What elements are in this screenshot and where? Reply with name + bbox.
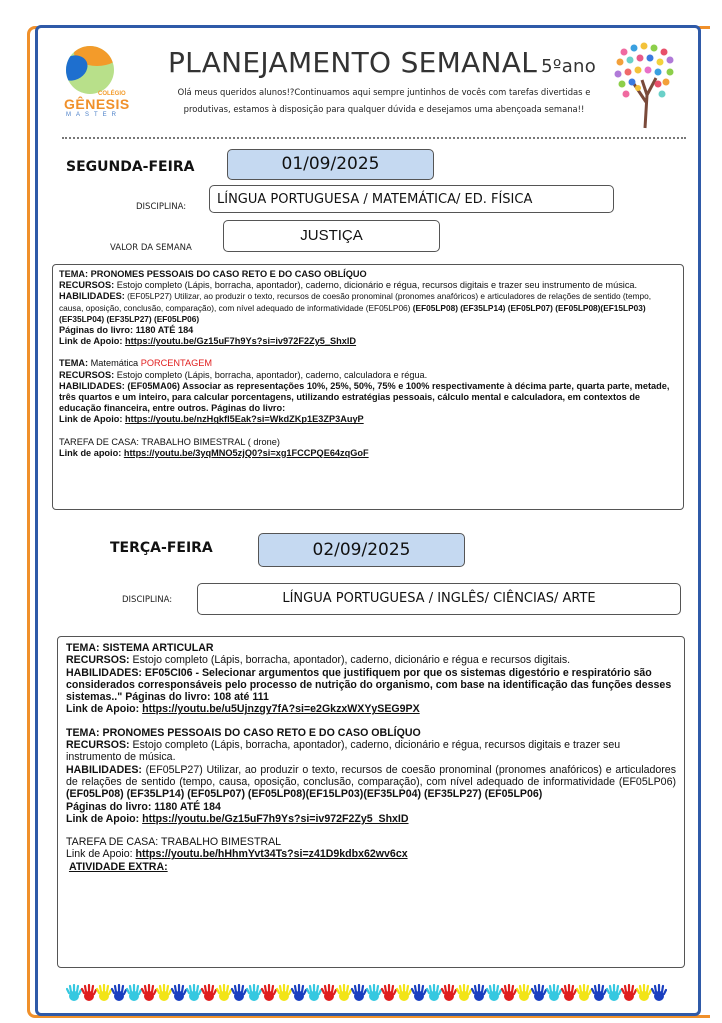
hand-icon [246,984,261,1004]
tuesday-day-label: TERÇA-FEIRA [110,540,213,556]
tuesday-date-box: 02/09/2025 [258,533,465,567]
hand-icon [546,984,561,1004]
habilidades-codes: (EF05LP08) (EF35LP14) (EF05LP07) (EF05LP08)(EF15LP03)(EF35LP04) (EF35LP27) (EF05LP06) [59,302,646,324]
recursos-label: RECURSOS: [59,280,115,291]
welcome-message: Olá meus queridos alunos!?Continuamos aqui sempre juntinhos de vocês com tarefas divertidas e produtivas, estamos à disposição para qualquer dúvida e desejamos uma abençoada semana!! [177,87,591,114]
hand-icon [486,984,501,1004]
extra-activity-label: ATIVIDADE EXTRA: [68,860,168,873]
hand-icon [216,984,231,1004]
recursos-label: RECURSOS: [59,369,115,380]
homework-label: TAREFA DE CASA: TRABALHO BIMESTRAL ( drone) [59,436,280,447]
link-label: Link de Apoio: [66,812,140,825]
hand-icon [606,984,621,1004]
link-label: Link de apoio: [59,447,122,458]
homework-link[interactable]: https://youtu.be/3yqMNO5zjQ0?si=xg1FCCPQE64zqGoF [123,447,369,458]
week-value-field: JUSTIÇA [223,220,440,252]
recursos-text: Estojo completo (Lápis, borracha, apontador), caderno, dicionário e régua, recursos digitais e trazer seu instrumento de música. [116,280,638,291]
hand-icon [471,984,486,1004]
hand-icon [456,984,471,1004]
hand-icon [396,984,411,1004]
week-value-label: VALOR DA SEMANA [110,243,192,253]
tema-label: TEMA: [66,726,100,739]
hand-icon [411,984,426,1004]
hand-icon [651,984,666,1004]
tuesday-content-box [57,636,685,968]
hand-icon [96,984,111,1004]
recursos-label: RECURSOS: [66,739,130,752]
logo-colegio-text: COLÉGIO [98,91,126,97]
hand-icon [306,984,321,1004]
hand-icon [171,984,186,1004]
habilidades-text: (EF05MA06) Associar as representações 10%, 25%, 50%, 75% e 100% respectivamente à décima parte, quarta parte, metade, três quartos e um inteiro, para calcular porcentagens, utilizando estratégias pessoais, cálculo mental e calculadora, em contextos de educação financeira, entre outros. Páginas do livro: [59,380,670,414]
logo-sub-text: MASTER [66,112,122,118]
book-pages: Páginas do livro: 1180 ATÉ 184 [59,325,194,336]
tema-label: TEMA: [59,358,89,369]
homework-link[interactable]: https://youtu.be/hHhmYvt34Ts?si=z41D9kdbx62wv6cx [135,848,408,861]
monday-date-box: 01/09/2025 [227,149,434,180]
hand-icon [66,984,81,1004]
support-link[interactable]: https://youtu.be/Gz15uF7h9Ys?si=iv972F2Zy5_ShxID [125,336,357,347]
habilidades-codes: (EF05LP08) (EF35LP14) (EF05LP07) (EF05LP08)(EF15LP03)(EF35LP04) (EF35LP27) (EF05LP06) [66,788,543,801]
tema-text: PORCENTAGEM [140,358,213,369]
page-title [168,46,596,79]
hand-icon [126,984,141,1004]
support-link[interactable]: https://youtu.be/nzHgkfl5Eak?si=WkdZKp1E3ZP3AuyP [125,414,364,425]
hand-icon [426,984,441,1004]
hand-icon [591,984,606,1004]
habilidades-label: HABILIDADES: [66,763,142,776]
hand-icon [366,984,381,1004]
grade-label: 5ºano [541,56,597,77]
habilidades-text: (EF05LP27) Utilizar, ao produzir o texto, recursos de coesão pronominal (pronomes anafóricos) e articuladores de relações de sentido (tempo, causa, oposição, conclusão, comparação), com nível adequado de informatividade (EF05LP06) [66,763,676,788]
hand-icon [111,984,126,1004]
hand-icon [261,984,276,1004]
monday-day-label: SEGUNDA-FEIRA [66,159,195,175]
hand-icon [441,984,456,1004]
hand-icon [576,984,591,1004]
colorful-tree-icon [612,40,678,130]
monday-discipline-field: LÍNGUA PORTUGUESA / MATEMÁTICA/ ED. FÍSICA [209,185,614,213]
hand-icon [561,984,576,1004]
hand-icon [636,984,651,1004]
header-divider [62,137,686,139]
hand-icon [381,984,396,1004]
tema-prefix: Matemática [90,358,139,369]
hand-icon [291,984,306,1004]
hand-icon [276,984,291,1004]
title-text: PLANEJAMENTO SEMANAL [168,46,538,79]
habilidades-label: HABILIDADES: [59,291,125,302]
tuesday-discipline-field: LÍNGUA PORTUGUESA / INGLÊS/ CIÊNCIAS/ ARTE [197,583,681,615]
hand-icon [351,984,366,1004]
habilidades-text: (EF05LP27) Utilizar, ao produzir o texto, recursos de coesão pronominal (pronomes anafóricos) e articuladores de relações de sentido (tempo, causa, oposição, conclusão, comparação), com nível adequado de informatividade (EF05LP06) [59,291,652,313]
habilidades-text: EF05CI06 - Selecionar argumentos que justifiquem por que os sistemas digestório e respiratório são considerados corresponsáveis pelo processo de nutrição do organismo, com base na identificação das funções desses sistemas.." Páginas do livro: 108 até 111 [66,666,672,704]
school-logo [60,46,132,120]
tema-label: TEMA: [66,642,100,654]
support-link[interactable]: https://youtu.be/u5Ujnzgy7fA?si=e2GkzxWXYySEG9PX [142,703,420,716]
recursos-label: RECURSOS: [66,654,130,667]
monday-discipline-label: DISCIPLINA: [136,202,187,212]
homework-label: TAREFA DE CASA: TRABALHO BIMESTRAL [66,836,282,849]
link-label: Link de Apoio: [59,414,123,425]
link-label: Link de Apoio: [59,336,123,347]
tema-label: TEMA: [59,269,89,279]
habilidades-label: HABILIDADES: [66,666,142,679]
hand-icon [531,984,546,1004]
hand-icon [201,984,216,1004]
hand-icon [186,984,201,1004]
hand-icon [621,984,636,1004]
hand-icon [336,984,351,1004]
tuesday-discipline-label: DISCIPLINA: [122,595,173,605]
logo-name-text: GÊNESIS [64,96,130,112]
tema-text: PRONOMES PESSOAIS DO CASO RETO E DO CASO OBLÍQUO [102,726,421,739]
tema-text: SISTEMA ARTICULAR [102,642,214,654]
support-link[interactable]: https://youtu.be/Gz15uF7h9Ys?si=iv972F2Zy5_ShxID [142,812,409,825]
recursos-text: Estojo completo (Lápis, borracha, apontador), caderno, dicionário e régua e recursos digitais. [132,654,571,667]
book-pages: Páginas do livro: 1180 ATÉ 184 [66,800,221,813]
link-label: Link de Apoio: [66,848,133,861]
hand-icon [156,984,171,1004]
link-label: Link de Apoio: [66,703,140,716]
logo-emblem-icon [66,46,114,94]
habilidades-label: HABILIDADES: [59,380,125,391]
hand-icon [231,984,246,1004]
recursos-text: Estojo completo (Lápis, borracha, apontador), caderno, dicionário e régua, recursos digitais e trazer seu instrumento de música. [66,739,621,764]
hand-icon [516,984,531,1004]
monday-content-box [52,264,684,510]
hand-icon [81,984,96,1004]
recursos-text: Estojo completo (Lápis, borracha, apontador), caderno, calculadora e régua. [116,369,428,380]
hand-icon [321,984,336,1004]
hand-icon [501,984,516,1004]
hand-icon [141,984,156,1004]
tema-text: PRONOMES PESSOAIS DO CASO RETO E DO CASO OBLÍQUO [90,269,367,279]
hands-border-decoration [66,984,666,1006]
